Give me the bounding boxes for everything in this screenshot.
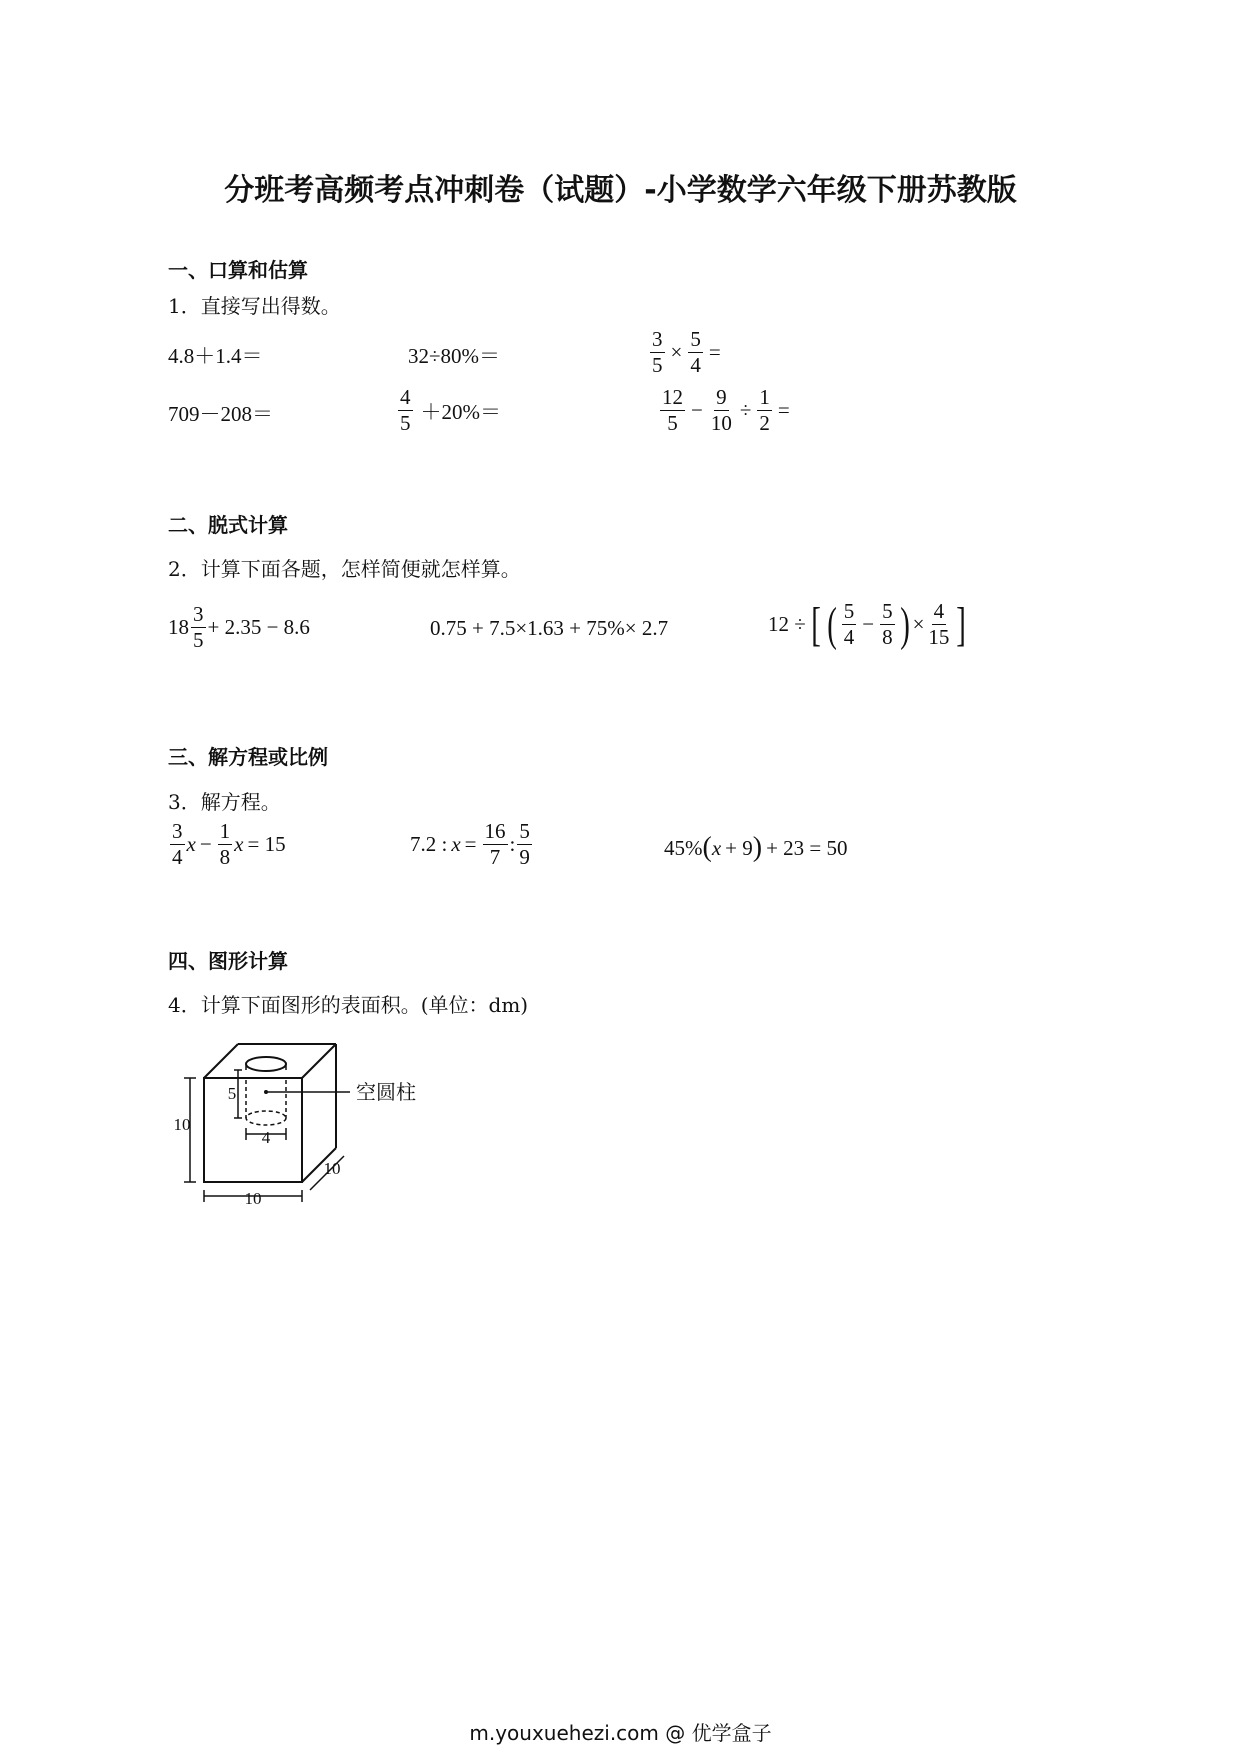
item-3b: 7.2 : x = $\frac{16}{7}$ : $\frac{5}{9}$ (410, 819, 530, 870)
fraction: $\frac{1}{8}$ (219, 819, 231, 870)
item-1a: 4.8＋1.4＝ (168, 344, 263, 368)
fraction: $\frac{4}{5}$ (400, 385, 411, 436)
fraction: $\frac{1}{2}$ (759, 385, 770, 436)
item-1b: 32÷80%＝ (408, 344, 501, 368)
fraction: $\frac{3}{5}$ (652, 327, 663, 378)
fraction: $\frac{5}{4}$ (690, 327, 701, 378)
item-3a: $\frac{3}{4}$ x − $\frac{1}{8}$ x = 15 (172, 819, 286, 870)
item-3c: 45% ( x + 9 ) + 23 = 50 (664, 832, 848, 863)
section-3-heading: 三、解方程或比例 (168, 745, 328, 769)
cube-figure (170, 1030, 450, 1210)
callout-label: 空圆柱 (356, 1080, 416, 1104)
fraction: $\frac{3}{5}$ (193, 602, 204, 653)
question-3: 3．解方程。 (168, 790, 281, 814)
item-2b: 0.75 + 7.5×1.63 + 75%× 2.7 (430, 616, 669, 640)
fraction: $\frac{12}{5}$ (662, 385, 683, 436)
label-depth: 10 (323, 1159, 341, 1178)
fraction: $\frac{5}{9}$ (519, 819, 530, 870)
item-1f: $\frac{12}{5}$ − $\frac{9}{10}$ ÷ $\frac{1}{2}$ = (662, 385, 790, 436)
fraction: $\frac{3}{4}$ (172, 819, 183, 870)
label-width: 10 (244, 1189, 262, 1208)
item-2c: 12 ÷ [ ( $\frac{5}{4}$ − $\frac{5}{8}$ ) × $\frac{4}{15}$ ] (768, 597, 967, 651)
item-1e: $\frac{4}{5}$ ＋20%＝ (400, 385, 501, 436)
fraction: $\frac{16}{7}$ (484, 819, 506, 870)
fraction: $\frac{9}{10}$ (710, 385, 732, 436)
page-title: 分班考高频考点冲刺卷（试题）-小学数学六年级下册苏教版 (224, 173, 1017, 208)
question-4: 4．计算下面图形的表面积。(单位：dm) (168, 993, 529, 1017)
item-2a: 18 $\frac{3}{5}$ + 2.35 − 8.6 (168, 602, 310, 653)
question-2: 2．计算下面各题，怎样简便就怎样算。 (168, 557, 521, 581)
section-1-heading: 一、口算和估算 (168, 258, 308, 282)
label-cyl-diameter: 4 (261, 1128, 271, 1147)
item-1c: $\frac{3}{5}$ × $\frac{5}{4}$ = (652, 327, 721, 378)
item-1d: 709－208＝ (168, 402, 273, 426)
cube-outline (204, 1044, 336, 1182)
label-cyl-height: 5 (227, 1084, 237, 1103)
fraction: $\frac{5}{8}$ (882, 599, 893, 650)
question-1: 1．直接写出得数。 (168, 294, 341, 318)
fraction: $\frac{4}{15}$ (928, 599, 950, 650)
page-footer: m.youxuehezi.com @ 优学盒子 (469, 1721, 772, 1745)
fraction: $\frac{5}{4}$ (843, 599, 855, 650)
label-height: 10 (173, 1115, 191, 1134)
section-2-heading: 二、脱式计算 (168, 513, 288, 537)
section-4-heading: 四、图形计算 (168, 949, 288, 973)
callout-dot (264, 1090, 268, 1094)
